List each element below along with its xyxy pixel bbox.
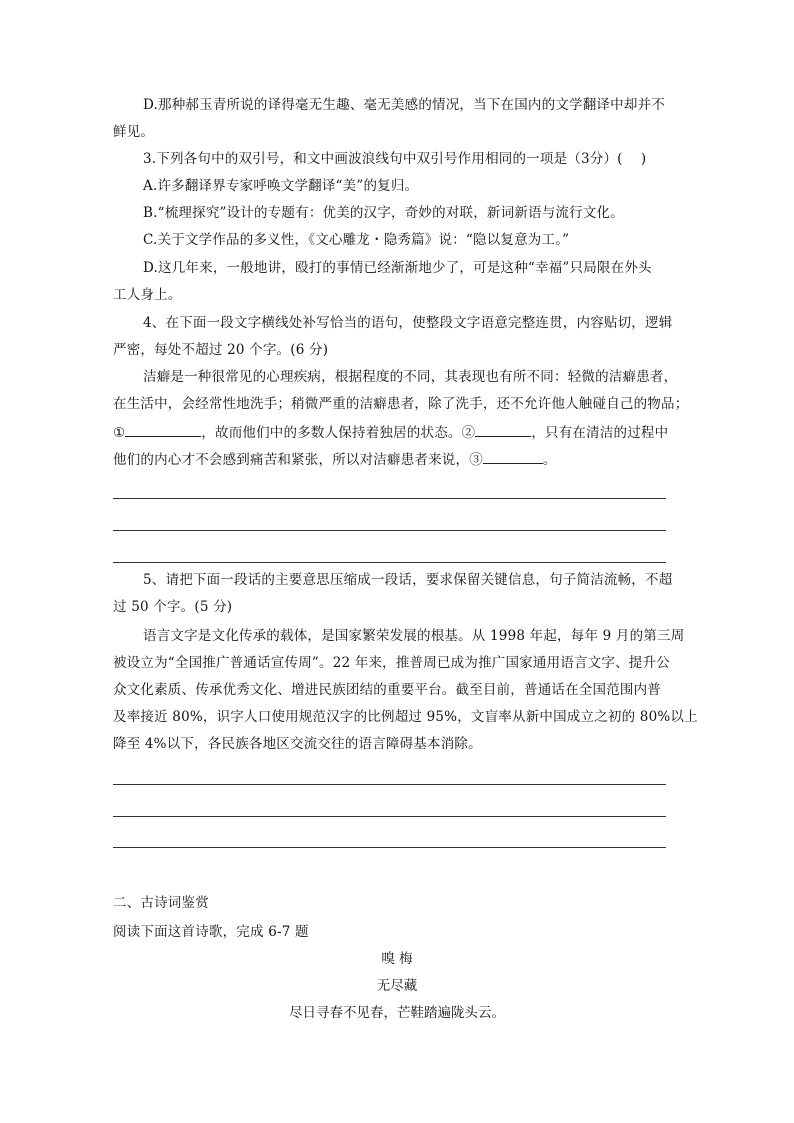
q4-answer-line-3[interactable] <box>113 562 666 563</box>
q5-answer-line-1[interactable] <box>113 784 666 785</box>
q3-option-b: B.“梳理探究”设计的专题有：优美的汉字，奇妙的对联，新词新语与流行文化。 <box>143 205 624 221</box>
q4-passage-line2: 在生活中，会经常性地洗手；稍微严重的洁癖患者，除了洗手，还不允许他人触碰自己的物品； <box>113 396 689 412</box>
q4-stem-line2: 严密，每处不超过 20 个字。(6 分) <box>113 342 329 358</box>
q5-passage-line4: 及率接近 80%，识字人口使用规范汉字的比例超过 95%，文盲率从新中国成立之初的 80%以上 <box>113 709 698 725</box>
q5-answer-line-3[interactable] <box>113 847 666 848</box>
q4-stem-line1: 4、在下面一段文字横线处补写恰当的语句，使整段文字语意完整连贯，内容贴切，逻辑 <box>143 315 673 331</box>
q5-stem-line1: 5、请把下面一段话的主要意思压缩成一段话，要求保留关键信息，句子简洁流畅，不超 <box>143 572 673 588</box>
q4-passage-line4-text-a: 他们的内心才不会感到痛苦和紧张，所以对洁癖患者来说， <box>113 452 470 468</box>
q5-passage-line1: 语言文字是文化传承的载体，是国家繁荣发展的根基。从 1998 年起，每年 9 月的第三周 <box>143 628 685 644</box>
q3-stem: 3.下列各句中的双引号，和文中画波浪线句中双引号作用相同的一项是（3分）( ) <box>143 151 647 167</box>
q4-answer-line-2[interactable] <box>113 530 666 531</box>
q2-option-d-line2: 鲜见。 <box>113 124 155 140</box>
q4-passage-line4-text-b: 。 <box>542 452 557 468</box>
q2-option-d-line1: D.那种郝玉青所说的译得毫无生趣、毫无美感的情况，当下在国内的文学翻译中却并不 <box>143 97 665 113</box>
q5-answer-line-2[interactable] <box>113 816 666 817</box>
q5-passage-line5: 降至 4%以下，各民族各地区交流交往的语言障碍基本消除。 <box>113 736 482 752</box>
blank-2-marker: ② <box>461 425 476 441</box>
blank-3-fill[interactable] <box>483 450 543 464</box>
section-2-instruction: 阅读下面这首诗歌，完成 6-7 题 <box>113 924 309 940</box>
q5-stem-line2: 过 50 个字。(5 分) <box>113 599 233 615</box>
q5-passage-line2: 被设立为“全国推广普通话宣传周”。22 年来，推普周已成为推广国家通用语言文字、提升公 <box>113 655 670 671</box>
q3-option-a: A.许多翻译界专家呼唤文学翻译“美”的复归。 <box>143 178 419 194</box>
poem-author: 无尽藏 <box>376 978 418 994</box>
poem-line-1: 尽日寻春不见春，芒鞋踏遍陇头云。 <box>289 1005 505 1021</box>
q5-passage-line3: 众文化素质、传承优秀文化、增进民族团结的重要平台。截至目前，普通话在全国范围内普 <box>113 682 661 698</box>
blank-3-marker: ③ <box>469 452 483 468</box>
q4-passage-line3-text-a: ，故而他们中的多数人保持着独居的状态。 <box>201 425 462 441</box>
q4-answer-line-1[interactable] <box>113 498 666 499</box>
q3-option-c: C.关于文学作品的多义性，《文心雕龙・隐秀篇》说：“隐以复意为工。” <box>143 232 570 248</box>
blank-2-fill[interactable] <box>475 423 531 437</box>
blank-1-marker: ① <box>113 425 126 441</box>
q4-passage-line4 <box>113 450 557 469</box>
blank-1-fill[interactable] <box>125 423 201 437</box>
q3-option-d-line1: D.这几年来，一般地讲，殴打的事情已经渐渐地少了，可是这种“幸福”只局限在外头 <box>143 260 652 276</box>
q4-passage-line3-text-b: ，只有在清洁的过程中 <box>531 425 669 441</box>
section-2-heading: 二、古诗词鉴赏 <box>113 895 209 911</box>
poem-title: 嗅 梅 <box>381 951 413 967</box>
q3-option-d-line2: 工人身上。 <box>113 287 182 303</box>
q4-passage-line1: 洁癖是一种很常见的心理疾病，根据程度的不同，其表现也有所不同：轻微的洁癖患者， <box>143 369 678 385</box>
q4-passage-line3 <box>113 423 668 442</box>
